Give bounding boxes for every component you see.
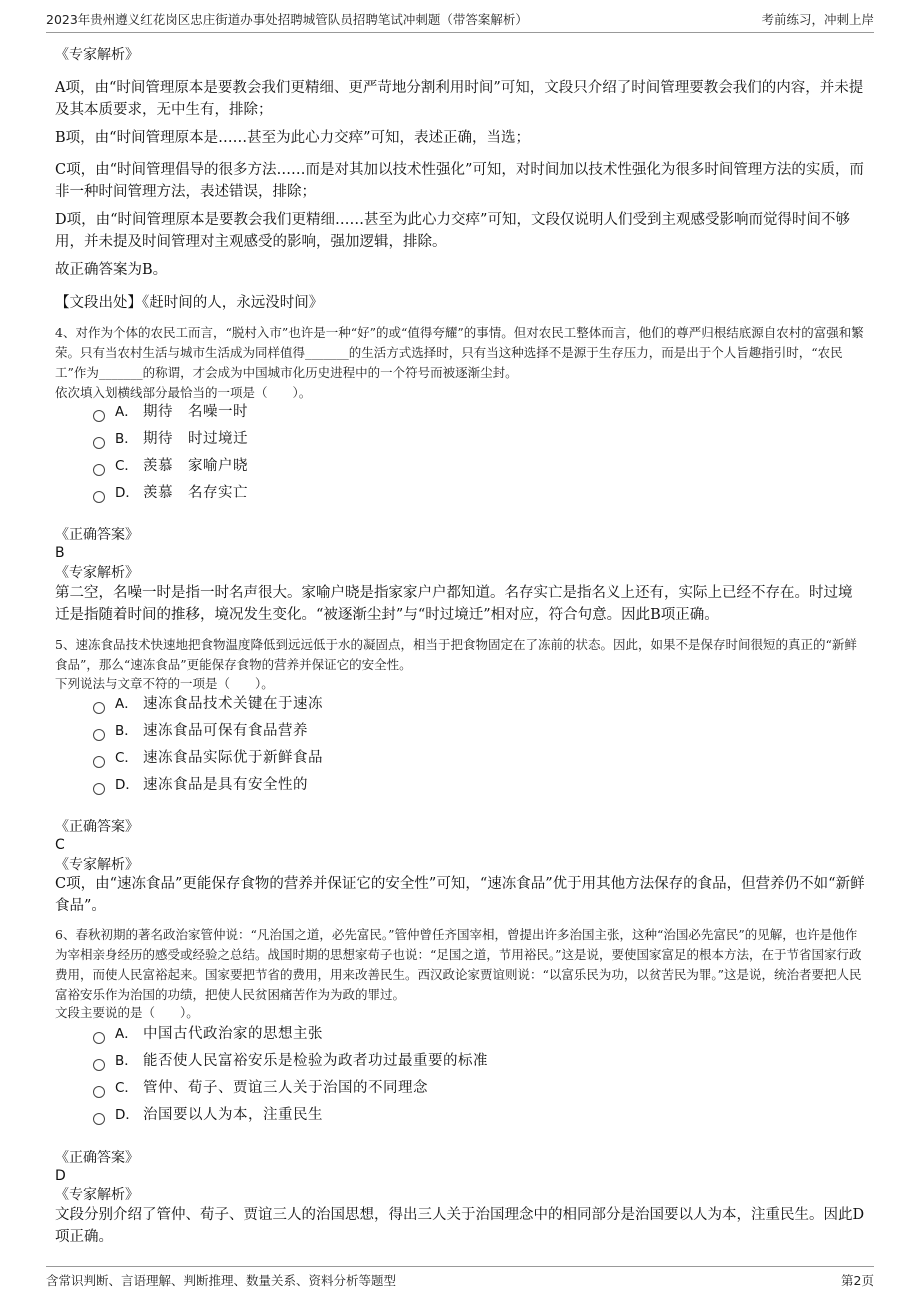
expert-label: 《专家解析》 <box>55 857 139 873</box>
source-citation: 【文段出处】《赶时间的人，永远没时间》 <box>55 295 324 311</box>
radio-icon[interactable] <box>93 729 105 741</box>
question-6-stem: 6、春秋初期的著名政治家管仲说：“凡治国之道，必先富民。”管仲曾任齐国宰相，曾提出许多治国主张，这种“治国必先富民”的见解，也许是他作为宰相亲身经历的感受或经验之总结。战国时期的思想家荀子也说：“足国之道，节用裕民。”这是说，要使国家富足的根本方法，在于节省国家行政费用，而使人民富裕起来。国家要把节省的费用，用来改善民生。西汉政论家贾谊则说：“以富乐民为功，以贫苦民为罪。”这是说，统治者要把人民富裕安乐作为治国的功绩，把使人民贫困痛苦作为为政的罪过。 <box>55 927 862 1002</box>
expert-label: 《专家解析》 <box>55 565 139 581</box>
answer-value: C <box>55 837 65 853</box>
analysis-paragraph: C项，由“速冻食品”更能保存食物的营养并保证它的安全性”可知，“速冻食品”优于用其他方法保存的食品，但营养仍不如“新鲜食品”。 <box>55 876 865 914</box>
analysis-paragraph-b: B项，由“时间管理原本是……甚至为此心力交瘁”可知，表述正确，当选； <box>55 130 530 146</box>
analysis-paragraph: 第二空，名噪一时是指一时名声很大。家喻户晓是指家家户户都知道。名存实亡是指名义上还有，实际上已经不存在。时过境迁是指随着时间的推移，境况发生变化。“被逐渐尘封”与“时过境迁”相对应，符合句意。因此B项正确。 <box>55 585 853 623</box>
q4-option-d[interactable]: D． 羡慕 名存实亡 <box>93 483 248 503</box>
q6-option-d[interactable]: D． 治国要以人为本，注重民生 <box>93 1105 323 1125</box>
question-5-stem: 5、速冻食品技术快速地把食物温度降低到远远低于水的凝固点，相当于把食物固定在了冻前的状态。因此，如果不是保存时间很短的真正的“新鲜食品”，那么“速冻食品”更能保存食物的营养并保证它的安全性。 <box>55 637 857 672</box>
analysis-paragraph-d: D项，由“时间管理原本是要教会我们更精细……甚至为此心力交瘁”可知，文段仅说明人们受到主观感受影响而觉得时间不够用，并未提及时间管理对主观感受的影响，强加逻辑，排除。 <box>55 212 850 250</box>
page-number: 第2页 <box>841 1273 874 1288</box>
q5-option-d[interactable]: D． 速冻食品是具有安全性的 <box>93 775 308 795</box>
radio-icon[interactable] <box>93 702 105 714</box>
radio-icon[interactable] <box>93 410 105 422</box>
question-5-prompt: 下列说法与文章不符的一项是（ ）。 <box>55 676 274 691</box>
radio-icon[interactable] <box>93 491 105 503</box>
analysis-paragraph: 文段分别介绍了管仲、荀子、贾谊三人的治国思想，得出三人关于治国理念中的相同部分是治国要以人为本，注重民生。因此D项正确。 <box>55 1207 865 1245</box>
header-rule <box>46 32 874 33</box>
answer-value: B <box>55 545 65 561</box>
radio-icon[interactable] <box>93 1086 105 1098</box>
radio-icon[interactable] <box>93 1032 105 1044</box>
q4-option-b[interactable]: B． 期待 时过境迁 <box>93 429 248 449</box>
header-slogan: 考前练习，冲刺上岸 <box>761 12 874 27</box>
radio-icon[interactable] <box>93 464 105 476</box>
radio-icon[interactable] <box>93 783 105 795</box>
q5-option-c[interactable]: C． 速冻食品实际优于新鲜食品 <box>93 748 323 768</box>
q6-option-a[interactable]: A． 中国古代政治家的思想主张 <box>93 1024 323 1044</box>
radio-icon[interactable] <box>93 1059 105 1071</box>
footer-rule <box>46 1266 874 1267</box>
footer-topics: 含常识判断、言语理解、判断推理、数量关系、资料分析等题型 <box>46 1273 397 1288</box>
q5-option-a[interactable]: A． 速冻食品技术关键在于速冻 <box>93 694 323 714</box>
q6-option-b[interactable]: B． 能否使人民富裕安乐是检验为政者功过最重要的标准 <box>93 1051 488 1071</box>
q4-option-a[interactable]: A． 期待 名噪一时 <box>93 402 248 422</box>
expert-label: 《专家解析》 <box>55 1187 139 1203</box>
question-6-prompt: 文段主要说的是（ ）。 <box>55 1005 199 1020</box>
radio-icon[interactable] <box>93 756 105 768</box>
answer-value: D <box>55 1168 66 1184</box>
answer-label: 《正确答案》 <box>55 1150 139 1166</box>
document-title: 2023年贵州遵义红花岗区忠庄街道办事处招聘城管队员招聘笔试冲刺题（带答案解析） <box>46 12 528 27</box>
q6-option-c[interactable]: C． 管仲、荀子、贾谊三人关于治国的不同理念 <box>93 1078 428 1098</box>
question-4-prompt: 依次填入划横线部分最恰当的一项是（ ）。 <box>55 385 312 400</box>
question-4-stem: 4、对作为个体的农民工而言，“脱村入市”也许是一种“好”的或“值得夸耀”的事情。但对农民工整体而言，他们的尊严归根结底源自农村的富强和繁荣。只有当农村生活与城市生活成为同样值得_______的生活方式选择时，只有当这种选择不是源于生存压力，而是出于个人旨趣指引时，“农民工”作为_______的称谓，才会成为中国城市化历史进程中的一个符号而被逐渐尘封。 <box>55 325 864 380</box>
answer-label: 《正确答案》 <box>55 819 139 835</box>
answer-label: 《正确答案》 <box>55 527 139 543</box>
expert-label: 《专家解析》 <box>55 47 139 63</box>
radio-icon[interactable] <box>93 437 105 449</box>
q4-option-c[interactable]: C． 羡慕 家喻户晓 <box>93 456 248 476</box>
analysis-paragraph-c: C项，由“时间管理倡导的很多方法……而是对其加以技术性强化”可知，对时间加以技术性强化为很多时间管理方法的实质，而非一种时间管理方法，表述错误，排除； <box>55 162 864 200</box>
analysis-conclusion: 故正确答案为B。 <box>55 262 168 278</box>
analysis-paragraph-a: A项，由“时间管理原本是要教会我们更精细、更严苛地分割利用时间”可知，文段只介绍了时间管理要教会我们的内容，并未提及其本质要求，无中生有，排除； <box>55 80 864 118</box>
radio-icon[interactable] <box>93 1113 105 1125</box>
q5-option-b[interactable]: B． 速冻食品可保有食品营养 <box>93 721 308 741</box>
